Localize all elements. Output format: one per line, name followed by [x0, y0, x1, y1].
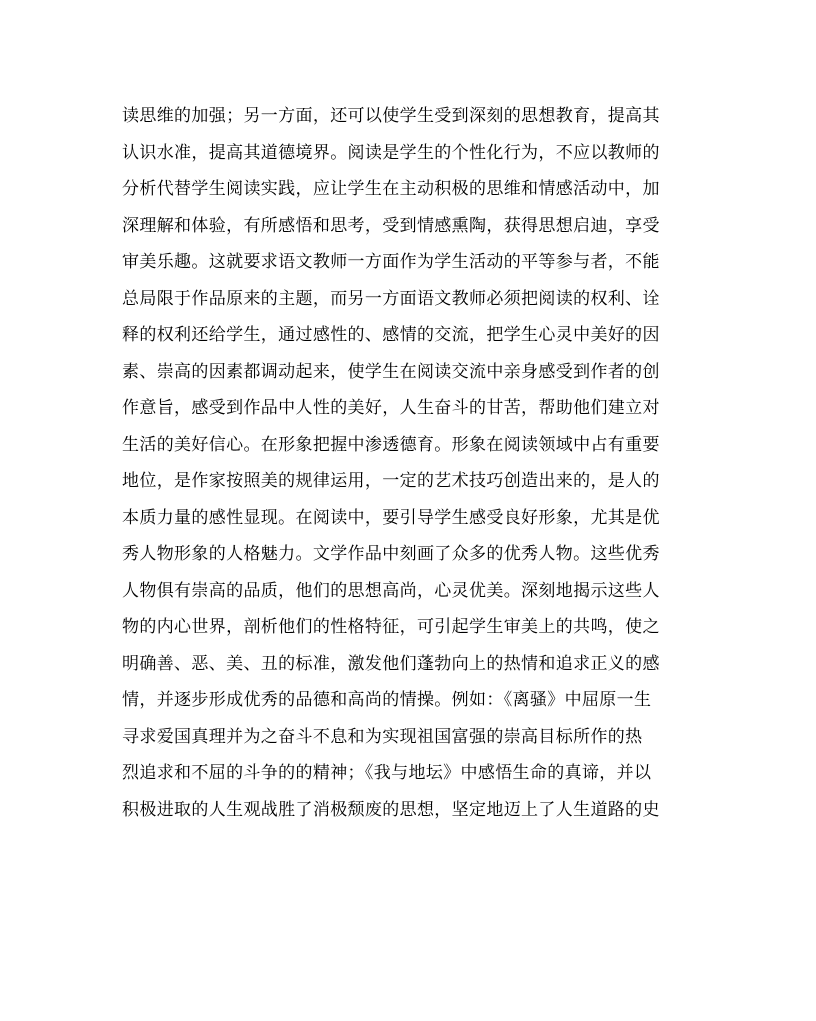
text-line: 释的权利还给学生，通过感性的、感情的交流，把学生心灵中美好的因 — [122, 325, 660, 345]
text-line: 审美乐趣。这就要求语文教师一方面作为学生活动的平等参与者，不能 — [122, 252, 660, 272]
text-line: 认识水准，提高其道德境界。阅读是学生的个性化行为，不应以教师的 — [122, 142, 660, 163]
text-line: 寻求爱国真理并为之奋斗不息和为实现祖国富强的崇高目标所作的热 — [122, 726, 643, 747]
text-line: 读思维的加强；另一方面，还可以使学生受到深刻的思想教育，提高其 — [122, 106, 660, 126]
text-line: 明确善、恶、美、丑的标准，激发他们蓬勃向上的热情和追求正义的感 — [122, 653, 660, 674]
text-line: 作意旨，感受到作品中人性的美好，人生奋斗的甘苦，帮助他们建立对 — [122, 398, 660, 418]
text-line: 本质力量的感性显现。在阅读中，要引导学生感受良好形象，尤其是优 — [122, 507, 660, 528]
text-line: 物的内心世界，剖析他们的性格特征，可引起学生审美上的共鸣，使之 — [122, 617, 660, 637]
text-line: 烈追求和不屈的斗争的的精神；《我与地坛》中感悟生命的真谛，并以 — [122, 763, 652, 783]
text-line: 秀人物形象的人格魅力。文学作品中刻画了众多的优秀人物。这些优秀 — [122, 544, 660, 564]
text-line: 生活的美好信心。在形象把握中渗透德育。形象在阅读领域中占有重要 — [122, 434, 660, 455]
text-line: 地位，是作家按照美的规律运用，一定的艺术技巧创造出来的，是人的 — [122, 471, 660, 491]
text-line: 素、崇高的因素都调动起来，使学生在阅读交流中亲身感受到作者的创 — [122, 361, 660, 382]
text-line: 分析代替学生阅读实践，应让学生在主动积极的思维和情感活动中，加 — [122, 179, 660, 199]
text-line: 积极进取的人生观战胜了消极颓废的思想，坚定地迈上了人生道路的史 — [122, 799, 660, 820]
text-line: 总局限于作品原来的主题，而另一方面语文教师必须把阅读的权利、诠 — [122, 288, 660, 309]
text-line: 深理解和体验，有所感悟和思考，受到情感熏陶，获得思想启迪，享受 — [122, 215, 660, 236]
text-line: 人物俱有崇高的品质，他们的思想高尚，心灵优美。深刻地揭示这些人 — [122, 580, 660, 601]
text-line: 情，并逐步形成优秀的品德和高尚的情操。例如：《离骚》中屈原一生 — [122, 690, 652, 710]
body-text — [122, 98, 700, 828]
